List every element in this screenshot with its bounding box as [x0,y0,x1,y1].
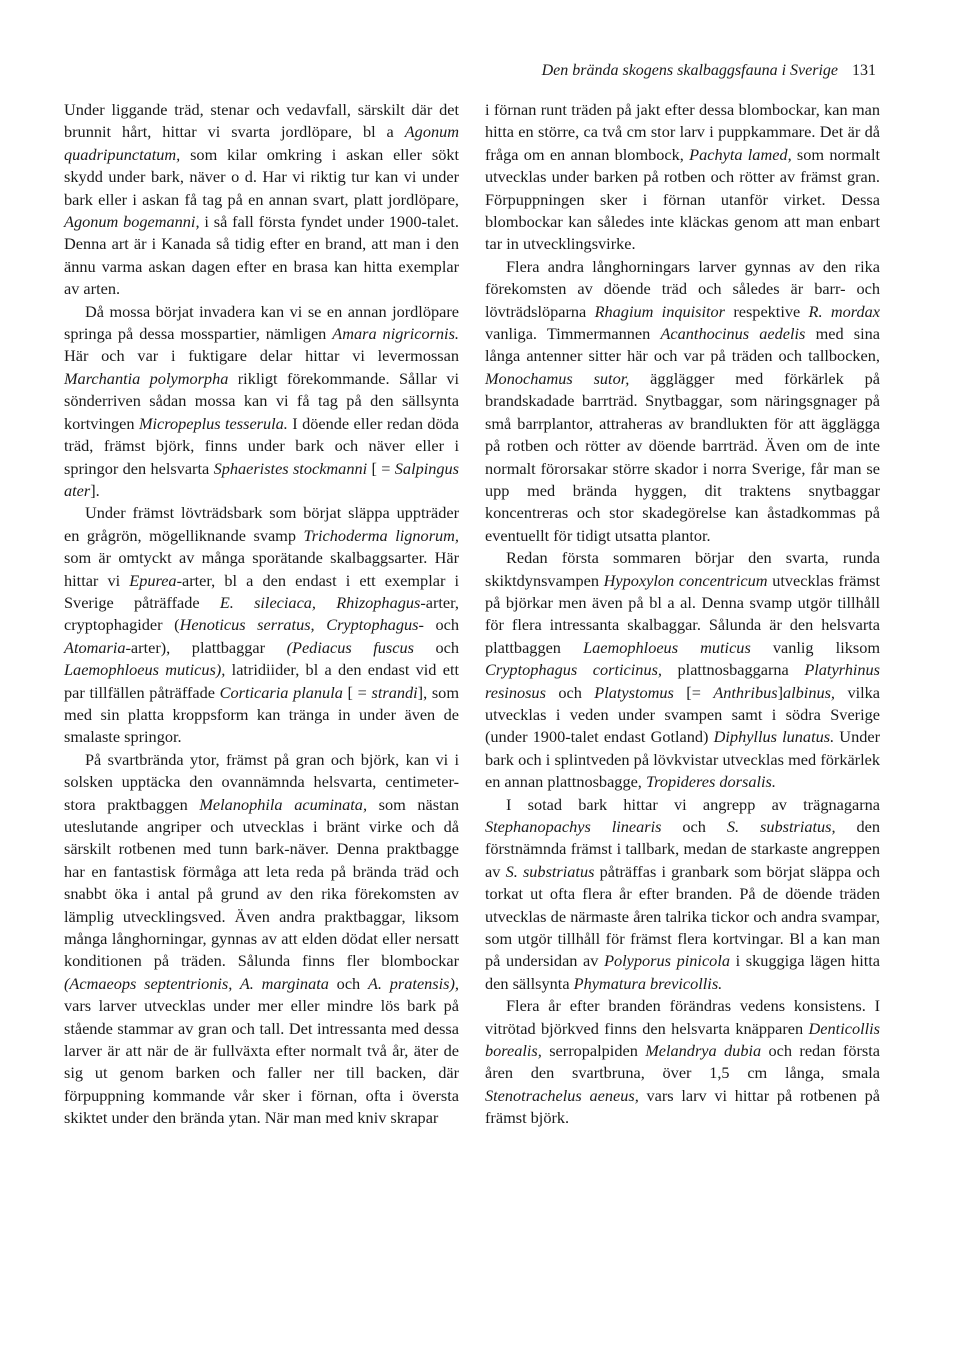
paragraph: Flera år efter branden förändras vedens konsistens. I vitrötad björkved finns den helsvarta knäpparen Denticollis borealis, serropalpiden Melandrya dubia och redan första åren den svartbruna, över 1,5 cm långa, smala Stenotrachelus aeneus, vars larv vi hittar på rotbenen på främst björk. [485,996,880,1128]
running-header [542,62,876,80]
paragraph: På svartbrända ytor, främst på gran och björk, kan vi i solsken upptäcka den ovannämnda helsvarta, centimeter-stora praktbaggen Melanophila acuminata, som nästan uteslutande angriper och utvecklas i bränt virke och då särskilt rotbenen med tunn bark-näver. Denna praktbagge har en fantastisk förmåga att leta reda på brända träd och snabbt öka i antal på grund av den rika förekomsten av lämplig utvecklingsved. Även andra praktbaggar, liksom många långhorningar, gynnas av att elden dödat eller nersatt konditionen på träden. Sålunda finns fler blombockar (Acmaeops septentrionis, A. marginata och A. pratensis), vars larver utvecklas under mer eller mindre lös bark på stående stammar av gran och tall. Det intressanta med dessa larver är att när de är fullväxta efter normalt två år, äter de sig ut genom barken och faller ner till backen, där förpuppning kommande vår sker i förnan, ofta i översta skiktet under den brända ytan. När man med kniv skrapar [64,749,460,1128]
running-title: Den brända skogens skalbaggsfauna i Sverige [541,62,838,79]
paragraph: Under främst lövträdsbark som börjat släppa uppträder en grågrön, mögelliknande svamp Trichoderma lignorum, som är omtyckt av många sporätande skalbaggsarter. Här hittar vi Epurea-arter, bl a den endast i ett exemplar i Sverige påträffade E. sileciaca, Rhizophagus-arter, cryptophagider (Henoticus serratus, Cryptophagus- och Atomaria-arter), plattbaggar (Pediacus fuscus och Laemophloeus muticus), latridiider, bl a den endast vid ett par tillfällen påträffade Corticaria planula [ = strandi], som med sin platta kroppsform kan tränga in under även de smalaste springor. [64,503,460,747]
paragraph: Under liggande träd, stenar och vedavfall, särskilt där det brunnit hårt, hittar vi svarta jordlöpare, bl a Agonum quadripunctatum, som kilar omkring i askan eller sökt skydd under bark, näver o d. Har vi riktig tur kan vi under bark eller i askan få tag på en annan svart, platt jordlöpare, Agonum bogemanni, i så fall första fyndet under 1900-talet. Denna art är i Kanada så tidig efter en brand, att man i den ännu varma askan dagen efter en brasa kan hitta exemplar av arten. [64,100,459,299]
paragraph: i förnan runt träden på jakt efter dessa blombockar, kan man hitta en större, ca två cm stor larv i puppkammare. Det är då fråga om en annan blombock, Pachyta lamed, som normalt utvecklas under barken på rotben och rötter av främst gran. Förpuppningen sker i förnan utanför virket. Dessa blombockar kan således inte kläckas genom att man enbart tar in utvecklingsvirke. [485,100,881,254]
paragraph: Då mossa börjat invadera kan vi se en annan jordlöpare springa på dessa mosspartier, nämligen Amara nigricornis. Här och var i fuktigare delar hittar vi levermossan Marchantia polymorpha rikligt förekommande. Sållar vi sönderriven sådan mossa kan vi få tag på den sällsynta kortvingen Micropeplus tesserula. I döende eller redan döda träd, främst björk, finns under bark och näver eller i springor den helsvarta Sphaeristes stockmanni [ = Salpingus ater]. [64,301,460,500]
paragraph: I sotad bark hittar vi angrepp av trägnagarna Stephanopachys linearis och S. substriatus, den förstnämnda främst i tallbark, medan de starkaste angreppen av S. substriatus påträffas i granbark som börjat släppa och torkat ut ofta flera år efter branden. På de döende träden utvecklas de närmaste åren talrika tickor och andra svampar, som utgör tillhåll för främst flera kortvingar. Bl a kan man på undersidan av Polyporus pinicola i skuggiga lägen hitta den sällsynta Phymatura brevicollis. [485,794,880,993]
page-number: 131 [852,62,876,79]
text-column-right [485,99,880,1130]
paragraph: Flera andra långhorningars larver gynnas av den rika förekomsten av döende träd och således är barr- och lövträdslöparna Rhagium inquisitor respektive R. mordax vanliga. Timmermannen Acanthocinus aedelis med sina långa antenner sitter här och var på träden och tallbocken, Monochamus sutor, ägglägger med förkärlek på brandskadade barrträd. Snytbaggar, som näringsgnager på små barrplantor, attraheras av brandlukten för att ägglägga på rotben och rötter av döende barrträd. Även om de inte normalt förorsakar större skador i norra Sverige, får man se upp med brända hyggen, dit traktens snytbaggar koncentreras och stor skadegörelse kan åstadkommas på eventuellt för tidigt utsatta plantor. [485,256,881,545]
text-column-left [64,99,459,1130]
paragraph: Redan första sommaren börjar den svarta, runda skiktdynsvampen Hypoxylon concentricum utvecklas främst på björkar men även på bl a al. Denna svamp utgör tillhåll för flera intressanta skalbaggar. Sålunda är den helsvarta plattbaggen Laemophloeus muticus vanlig liksom Cryptophagus corticinus, plattnosbaggarna Platyrhinus resinosus och Platystomus [= Anthribus]albinus, vilka utvecklas i veden under svampen samt i södra Sverige (under 1900-talet endast Gotland) Diphyllus lunatus. Under bark och i splintveden på lövkvistar utvecklas med förkärlek en annan plattnosbagge, Tropideres dorsalis. [485,548,881,792]
